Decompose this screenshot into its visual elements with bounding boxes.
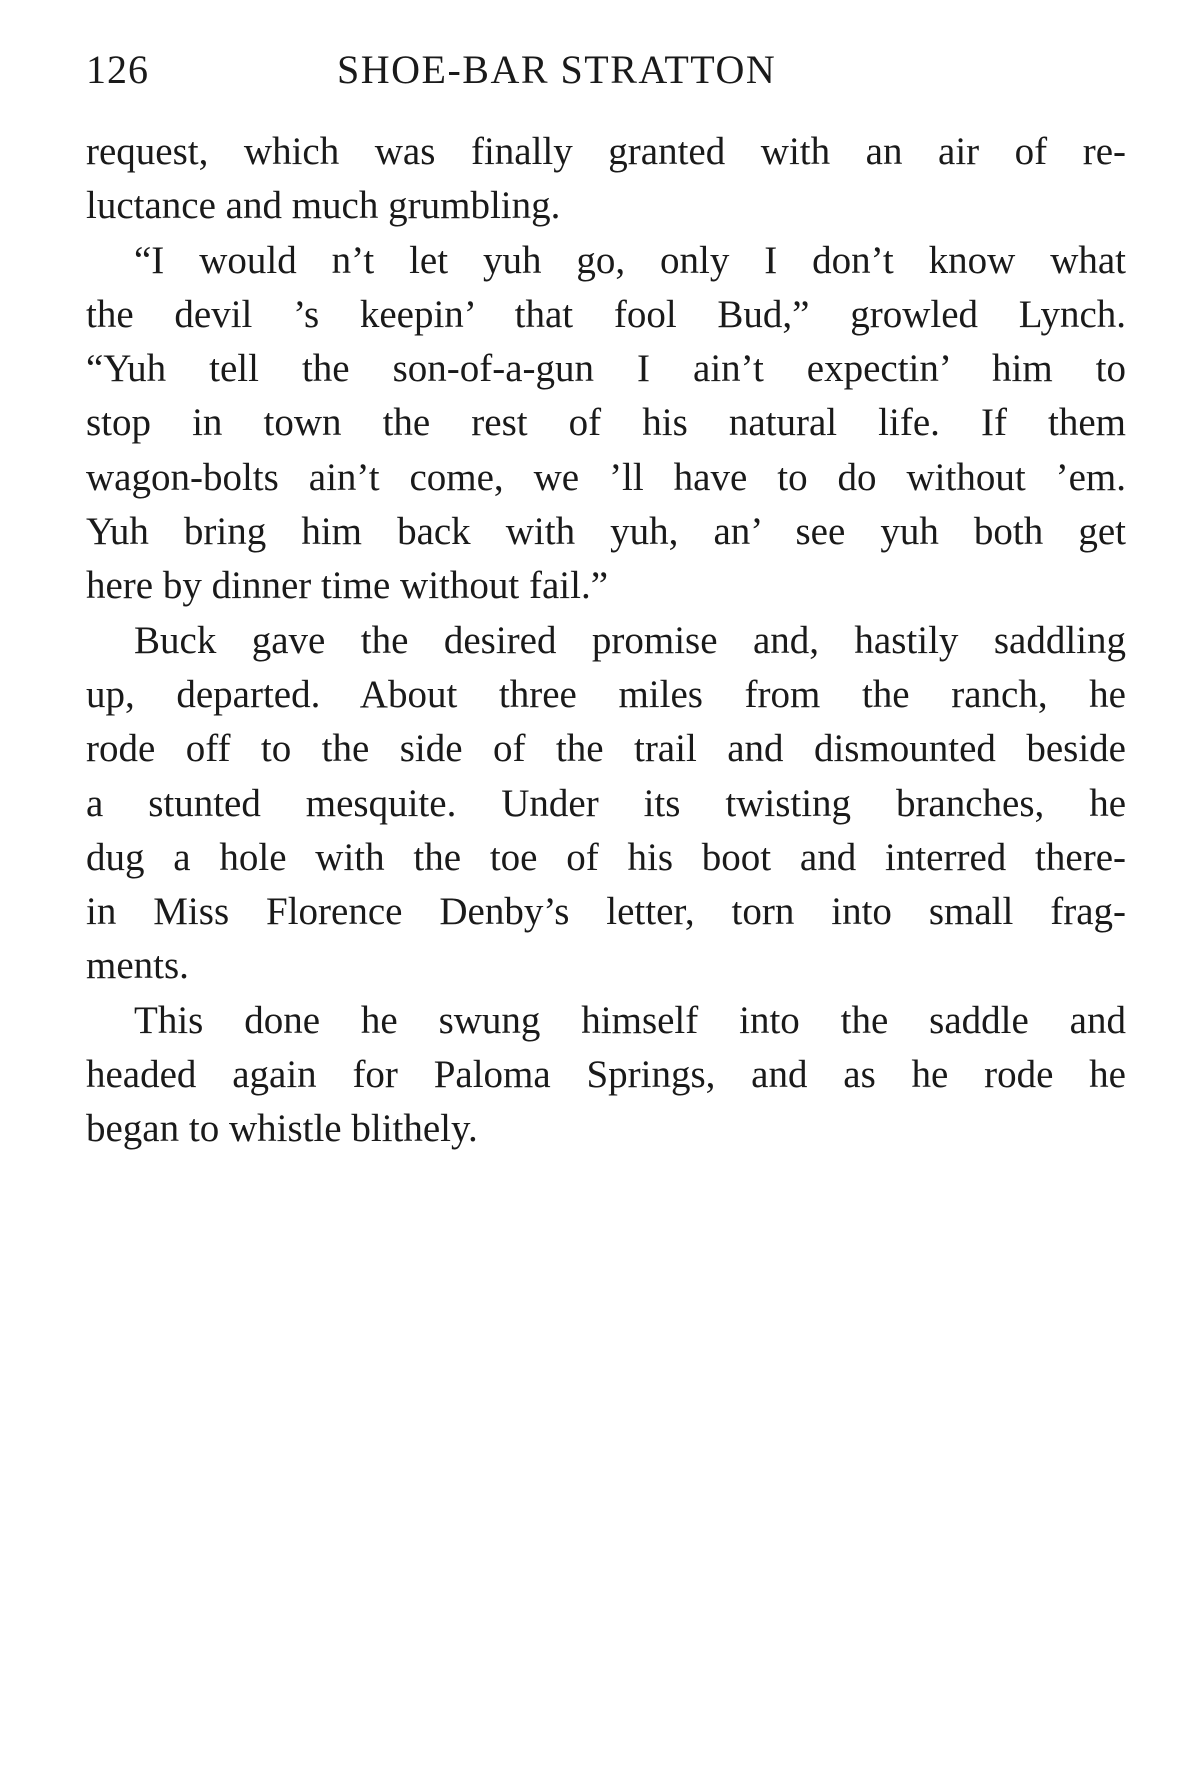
text-line: wagon-bolts ain’t come, we ’ll have to do without ’em. (86, 455, 1126, 499)
text-line: “I would n’t let yuh go, only I don’t know what (134, 238, 1126, 282)
text-line: dug a hole with the toe of his boot and interred there- (86, 835, 1126, 879)
text-line: stop in town the rest of his natural life. If them (86, 401, 1126, 445)
body-text (86, 125, 1126, 1157)
paragraph (86, 234, 1126, 614)
text-line: Yuh bring him back with yuh, an’ see yuh both get (86, 510, 1126, 554)
text-line: a stunted mesquite. Under its twisting branches, he (86, 781, 1126, 825)
running-title: SHOE-BAR STRATTON (337, 47, 777, 92)
paragraph (86, 125, 1126, 234)
text-line: up, departed. About three miles from the ranch, he (86, 672, 1126, 716)
text-line: This done he swung himself into the saddle and (134, 998, 1126, 1042)
text-line: ments. (86, 944, 189, 988)
text-line: the devil ’s keepin’ that fool Bud,” growled Lynch. (86, 292, 1126, 336)
text-line: rode off to the side of the trail and dismounted beside (86, 727, 1126, 771)
page-number: 126 (86, 47, 149, 92)
page-header (86, 40, 1126, 100)
text-line: Buck gave the desired promise and, hastily saddling (134, 618, 1126, 662)
text-line: request, which was finally granted with an air of re- (86, 130, 1126, 173)
text-line: began to whistle blithely. (86, 1107, 478, 1151)
paragraph (86, 614, 1126, 994)
text-line: in Miss Florence Denby’s letter, torn into small frag- (86, 890, 1126, 934)
text-line: luctance and much grumbling. (86, 184, 561, 228)
text-line: “Yuh tell the son-of-a-gun I ain’t expectin’ him to (86, 347, 1126, 391)
text-line: here by dinner time without fail.” (86, 564, 609, 608)
paragraph (86, 994, 1126, 1157)
text-line: headed again for Paloma Springs, and as he rode he (86, 1053, 1126, 1097)
